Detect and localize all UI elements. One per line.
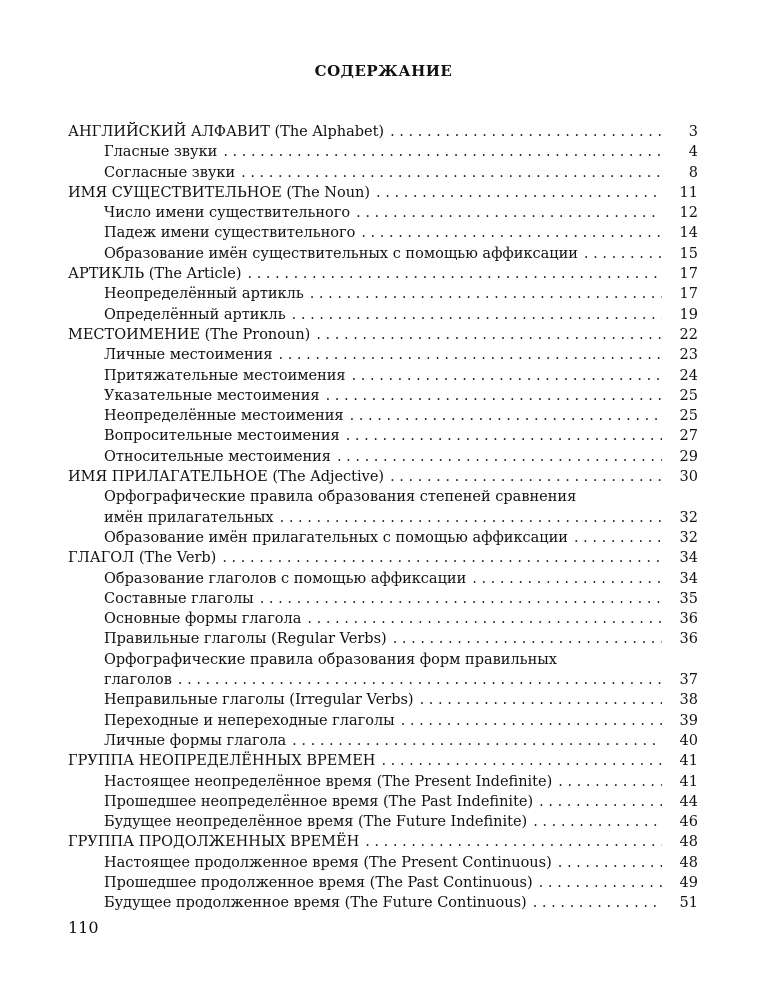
toc-entry-page: 23 (679, 347, 698, 364)
toc-section-entry (68, 832, 698, 852)
dot-leader (390, 467, 662, 487)
dot-leader (307, 609, 662, 629)
toc-entry-label: имён прилагательных (104, 509, 274, 526)
dot-leader (539, 873, 662, 893)
dot-leader (337, 447, 662, 467)
toc-entry-page: 29 (679, 448, 698, 465)
dot-leader (350, 406, 662, 426)
dot-leader (533, 812, 662, 832)
toc-entry-page: 39 (679, 712, 698, 729)
toc-entry-label: Неправильные глаголы (Irregular Verbs) (104, 692, 414, 709)
toc-subsection-entry (68, 731, 698, 751)
toc-subsection-entry (68, 487, 698, 528)
toc-section-entry (68, 548, 698, 568)
toc-entry-page: 15 (679, 245, 698, 262)
toc-subsection-entry (68, 629, 698, 649)
toc-entry-label: Прошедшее неопределённое время (The Past Indefinite) (104, 793, 534, 810)
dot-leader (390, 122, 662, 142)
dot-leader (310, 284, 662, 304)
toc-entry-page: 27 (679, 428, 698, 445)
dot-leader (241, 163, 662, 183)
dot-leader (280, 508, 662, 528)
toc-entry-label: Притяжательные местоимения (104, 367, 346, 384)
dot-leader (247, 264, 662, 284)
toc-entry-label: АНГЛИЙСКИЙ АЛФАВИТ (The Alphabet) (68, 124, 385, 140)
dot-leader (558, 853, 662, 873)
toc-subsection-entry (68, 426, 698, 446)
dot-leader (260, 589, 662, 609)
toc-entry-page: 12 (679, 205, 698, 222)
toc-entry-label: Согласные звуки (104, 164, 236, 181)
toc-entry-page: 38 (679, 692, 698, 709)
toc-subsection-entry (68, 345, 698, 365)
toc-entry-label-line1: Орфографические правила образования форм правильных (104, 651, 557, 668)
dot-leader (346, 426, 662, 446)
toc-entry-label-line1: Орфографические правила образования степеней сравнения (104, 489, 577, 506)
toc-section-entry (68, 751, 698, 771)
toc-entry-page: 35 (679, 590, 698, 607)
toc-entry-page: 3 (688, 124, 698, 140)
toc-subsection-entry (68, 772, 698, 792)
dot-leader (222, 548, 662, 568)
dot-leader (584, 244, 662, 264)
dot-leader (533, 893, 662, 913)
toc-section-entry (68, 183, 698, 203)
dot-leader (356, 203, 662, 223)
toc-entry-label: ГЛАГОЛ (The Verb) (68, 550, 217, 567)
toc-entry-page: 19 (679, 306, 698, 323)
toc-entry-label: Образование имён существительных с помощью аффиксации (104, 245, 578, 262)
toc-entry-label: Падеж имени существительного (104, 225, 356, 242)
toc-entry-label: Образование глаголов с помощью аффиксации (104, 570, 467, 587)
dot-leader (316, 325, 662, 345)
toc-entry-label: Правильные глаголы (Regular Verbs) (104, 631, 387, 648)
dot-leader (472, 569, 662, 589)
toc-subsection-entry (68, 873, 698, 893)
toc-entry-label: Будущее неопределённое время (The Future Indefinite) (104, 814, 528, 831)
toc-entry-label: глаголов (104, 672, 172, 689)
toc-entry-label: Составные глаголы (104, 590, 254, 607)
toc-entry-label: Будущее продолженное время (The Future Continuous) (104, 895, 527, 912)
toc-section-entry (68, 264, 698, 284)
toc-subsection-entry (68, 244, 698, 264)
toc-subsection-entry (68, 284, 698, 304)
toc-entry-label: Неопределённый артикль (104, 286, 304, 303)
toc-subsection-entry (68, 447, 698, 467)
toc-entry-label: Вопросительные местоимения (104, 428, 340, 445)
toc-subsection-entry (68, 142, 698, 162)
toc-section-entry (68, 122, 698, 142)
toc-subsection-entry (68, 690, 698, 710)
toc-subsection-entry (68, 589, 698, 609)
toc-subsection-entry (68, 711, 698, 731)
dot-leader (223, 142, 662, 162)
toc-entry-page: 49 (679, 874, 698, 891)
toc-subsection-entry (68, 203, 698, 223)
toc-entry-page: 44 (679, 793, 698, 810)
toc-entry-label: Образование имён прилагательных с помощью аффиксации (104, 529, 568, 546)
toc-entry-page: 24 (679, 367, 698, 384)
toc-entry-page: 25 (679, 408, 698, 425)
toc-entry-page: 32 (679, 529, 698, 546)
toc-entry-page: 4 (688, 144, 698, 161)
dot-leader (365, 832, 662, 852)
toc-subsection-entry (68, 366, 698, 386)
dot-leader (574, 528, 662, 548)
toc-entry-page: 32 (679, 509, 698, 526)
toc-entry-label: Настоящее неопределённое время (The Present Indefinite) (104, 773, 553, 790)
toc-subsection-entry (68, 528, 698, 548)
toc-entry-page: 30 (679, 469, 698, 486)
toc-entry-page: 25 (679, 387, 698, 404)
dot-leader (558, 772, 662, 792)
toc-subsection-entry (68, 223, 698, 243)
toc-entry-label: Неопределённые местоимения (104, 408, 344, 425)
toc-entry-page: 17 (679, 286, 698, 303)
toc-entry-label: Определённый артикль (104, 306, 286, 323)
toc-entry-label: ГРУППА ПРОДОЛЖЕННЫХ ВРЕМЁН (68, 834, 360, 851)
toc-entry-label: ГРУППА НЕОПРЕДЕЛЁННЫХ ВРЕМЕН (68, 753, 376, 770)
toc-entry-label: Личные формы глагола (104, 732, 287, 749)
page-title: СОДЕРЖАНИЕ (314, 62, 453, 80)
toc-entry-label: АРТИКЛЬ (The Article) (68, 266, 242, 283)
toc-subsection-entry (68, 569, 698, 589)
dot-leader (361, 223, 662, 243)
dot-leader (420, 690, 662, 710)
dot-leader (326, 386, 662, 406)
toc-subsection-entry (68, 812, 698, 832)
dot-leader (381, 751, 662, 771)
toc-entry-label: Прошедшее продолженное время (The Past Continuous) (104, 874, 533, 891)
dot-leader (292, 305, 662, 325)
toc-entry-label: Личные местоимения (104, 347, 273, 364)
toc-subsection-entry (68, 163, 698, 183)
toc-entry-page: 14 (679, 225, 698, 242)
toc-entry-label: МЕСТОИМЕНИЕ (The Pronoun) (68, 326, 311, 343)
page-number: 110 (68, 918, 99, 937)
toc-entry-label: ИМЯ СУЩЕСТВИТЕЛЬНОЕ (The Noun) (68, 184, 371, 201)
toc-entry-page: 34 (679, 550, 698, 567)
toc-entry-page: 22 (679, 326, 698, 343)
toc-entry-label: Число имени существительного (104, 205, 351, 222)
toc-entry-label: Гласные звуки (104, 144, 218, 161)
toc-entry-page: 8 (688, 164, 698, 181)
dot-leader (352, 366, 662, 386)
toc-entry-page: 48 (679, 854, 698, 871)
table-of-contents (68, 122, 698, 914)
toc-entry-page: 40 (679, 732, 698, 749)
toc-entry-page: 46 (679, 814, 698, 831)
toc-entry-label: ИМЯ ПРИЛАГАТЕЛЬНОЕ (The Adjective) (68, 469, 385, 486)
toc-entry-page: 34 (679, 570, 698, 587)
toc-section-entry (68, 325, 698, 345)
dot-leader (292, 731, 662, 751)
toc-entry-label: Настоящее продолженное время (The Present Continuous) (104, 854, 552, 871)
toc-entry-page: 36 (679, 631, 698, 648)
toc-entry-page: 41 (679, 753, 698, 770)
toc-subsection-entry (68, 609, 698, 629)
toc-entry-label: Основные формы глагола (104, 611, 302, 628)
toc-subsection-entry (68, 893, 698, 913)
toc-subsection-entry (68, 792, 698, 812)
toc-section-entry (68, 467, 698, 487)
toc-entry-page: 17 (679, 266, 698, 283)
toc-entry-page: 36 (679, 611, 698, 628)
toc-entry-page: 37 (679, 672, 698, 689)
toc-subsection-entry (68, 853, 698, 873)
toc-subsection-entry (68, 406, 698, 426)
toc-entry-page: 51 (679, 895, 698, 912)
toc-entry-label: Переходные и непереходные глаголы (104, 712, 395, 729)
toc-entry-label: Указательные местоимения (104, 387, 320, 404)
toc-subsection-entry (68, 650, 698, 691)
dot-leader (401, 711, 662, 731)
toc-subsection-entry (68, 305, 698, 325)
dot-leader (393, 629, 662, 649)
toc-entry-page: 48 (679, 834, 698, 851)
dot-leader (539, 792, 662, 812)
toc-subsection-entry (68, 386, 698, 406)
dot-leader (178, 670, 662, 690)
dot-leader (376, 183, 662, 203)
toc-entry-page: 41 (679, 773, 698, 790)
toc-entry-page: 11 (679, 184, 698, 201)
dot-leader (278, 345, 662, 365)
toc-entry-label: Относительные местоимения (104, 448, 331, 465)
